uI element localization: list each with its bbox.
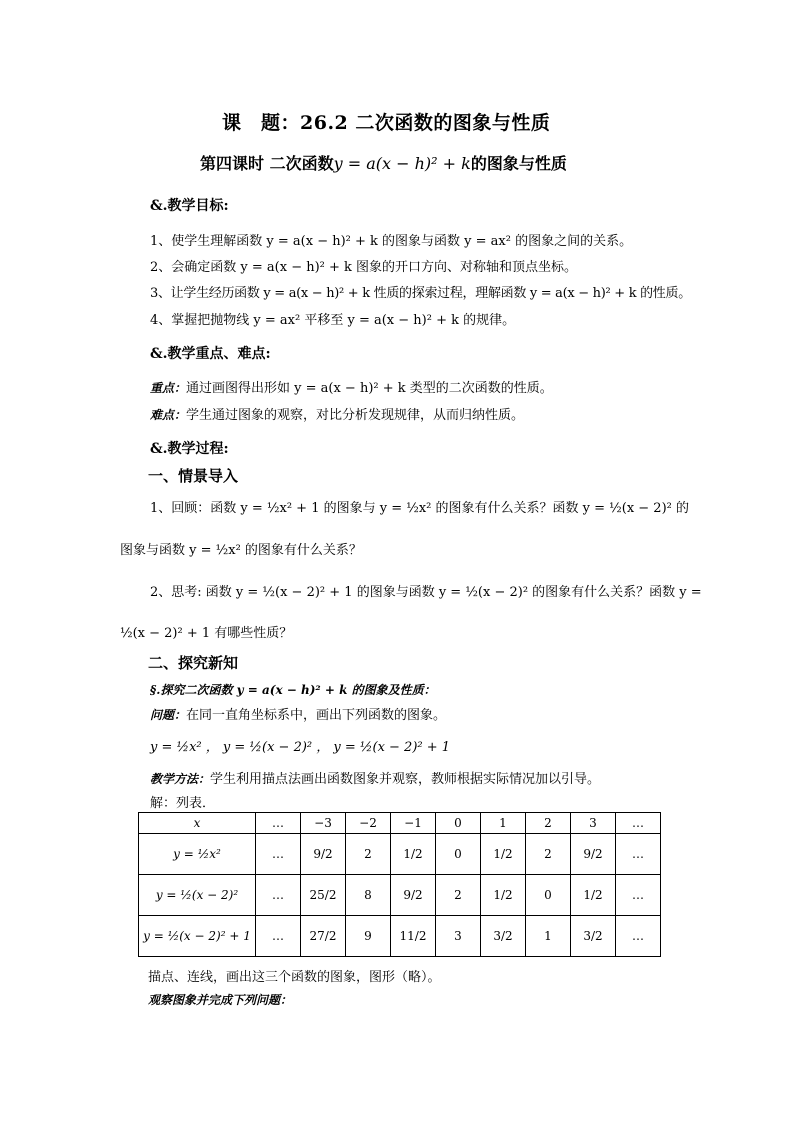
objectives-heading: &.教学目标: [150,198,229,214]
table-cell: 1/2 [571,875,616,916]
table-cell: 9/2 [571,834,616,875]
question1-line2: 图象与函数 y = ½x² 的图象有什么关系？ [120,543,362,558]
table-cell: 1/2 [481,875,526,916]
table-cell: 1/2 [391,834,436,875]
focus-text: 通过画图得出形如 y = a(x − h)² + k 类型的二次函数的性质。 [186,381,553,396]
table-header-cell: −3 [301,813,346,834]
table-cell: 3/2 [571,916,616,957]
table-header-cell: 2 [526,813,571,834]
subtitle-prefix: 第四课时 二次函数 [200,154,334,173]
method-line [150,768,600,787]
table-cell: 2 [526,834,571,875]
subtitle-suffix: 的图象与性质 [470,154,567,173]
part1-heading: 一、情景导入 [148,467,239,485]
table-cell: … [256,916,301,957]
difficulty-text: 学生通过图象的观察，对比分析发现规律，从而归纳性质。 [186,408,525,423]
table-header-cell: x [139,813,256,834]
method-text: 学生利用描点法画出函数图象并观察，教师根据实际情况加以引导。 [210,772,601,787]
difficulty-line [150,404,524,423]
difficulty-label: 难点： [150,408,187,422]
focus-label: 重点： [150,381,187,395]
table-cell: 1 [526,916,571,957]
question-line [150,704,446,723]
method-label: 教学方法： [150,772,211,786]
table-cell: 9/2 [301,834,346,875]
table-cell: 25/2 [301,875,346,916]
table-header-cell: 0 [436,813,481,834]
objective-item: 1、使学生理解函数 y = a(x − h)² + k 的图象与函数 y = ax² 的图象之间的关系。 [150,234,633,249]
keypoints-heading: &.教学重点、难点: [150,346,271,362]
objective-item: 4、掌握把抛物线 y = ax² 平移至 y = a(x − h)² + k 的规律。 [150,313,516,328]
objective-item: 2、会确定函数 y = a(x − h)² + k 图象的开口方向、对称轴和顶点坐标。 [150,260,578,275]
observe-text: 观察图象并完成下列问题： [148,993,293,1007]
table-header-cell: … [616,813,661,834]
table-cell: 27/2 [301,916,346,957]
table-cell: … [616,916,661,957]
table-row [139,875,661,916]
page-title: 课 题：26.2 二次函数的图象与性质 [222,112,551,134]
table-cell: 0 [436,834,481,875]
subtitle [200,151,567,174]
after-table-text: 描点、连线，画出这三个函数的图象，图形（略）。 [148,970,441,985]
table-header-row [139,813,661,834]
process-heading: &.教学过程: [150,441,229,457]
table-cell: 9 [346,916,391,957]
table-row [139,916,661,957]
objective-item: 3、让学生经历函数 y = a(x − h)² + k 性质的探索过程，理解函数 y = a(x − h)² + k 的性质。 [150,286,691,301]
table-cell: 8 [346,875,391,916]
table-cell: … [256,875,301,916]
table-cell: 3 [436,916,481,957]
table-cell: 2 [436,875,481,916]
table-cell: … [616,834,661,875]
table-cell: 0 [526,875,571,916]
question2-line1: 2、思考: 函数 y = ½(x − 2)² + 1 的图象与函数 y = ½(x − 2)² 的图象有什么关系？函数 y = [150,585,702,600]
table-cell: … [616,875,661,916]
table-header-cell: 1 [481,813,526,834]
table-row-label: y = ½x² [139,834,256,875]
focus-line [150,377,553,396]
table-row [139,834,661,875]
solution-label: 解：列表． [150,796,216,811]
table-cell: 9/2 [391,875,436,916]
question-label: 问题： [150,708,187,722]
values-table [138,812,661,957]
table-row-label: y = ½(x − 2)² [139,875,256,916]
functions-line: y = ½x² ， y = ½(x − 2)² ， y = ½(x − 2)² + 1 [150,740,451,755]
explore-heading: §.探究二次函数 y = a(x − h)² + k 的图象及性质： [150,683,436,697]
table-cell: … [256,834,301,875]
table-cell: 2 [346,834,391,875]
part2-heading: 二、探究新知 [148,654,239,672]
table-cell: 3/2 [481,916,526,957]
table-header-cell: −1 [391,813,436,834]
table-header-cell: −2 [346,813,391,834]
question-text: 在同一直角坐标系中，画出下列函数的图象。 [186,708,447,723]
table-header-cell: … [256,813,301,834]
table-header-cell: 3 [571,813,616,834]
table-cell: 1/2 [481,834,526,875]
table-cell: 11/2 [391,916,436,957]
table-row-label: y = ½(x − 2)² + 1 [139,916,256,957]
question1-line1: 1、回顾：函数 y = ½x² + 1 的图象与 y = ½x² 的图象有什么关系？函数 y = ½(x − 2)² 的 [150,501,689,516]
question2-line2: ½(x − 2)² + 1 有哪些性质？ [120,626,293,641]
subtitle-formula: y = a(x − h)² + k [333,154,471,173]
